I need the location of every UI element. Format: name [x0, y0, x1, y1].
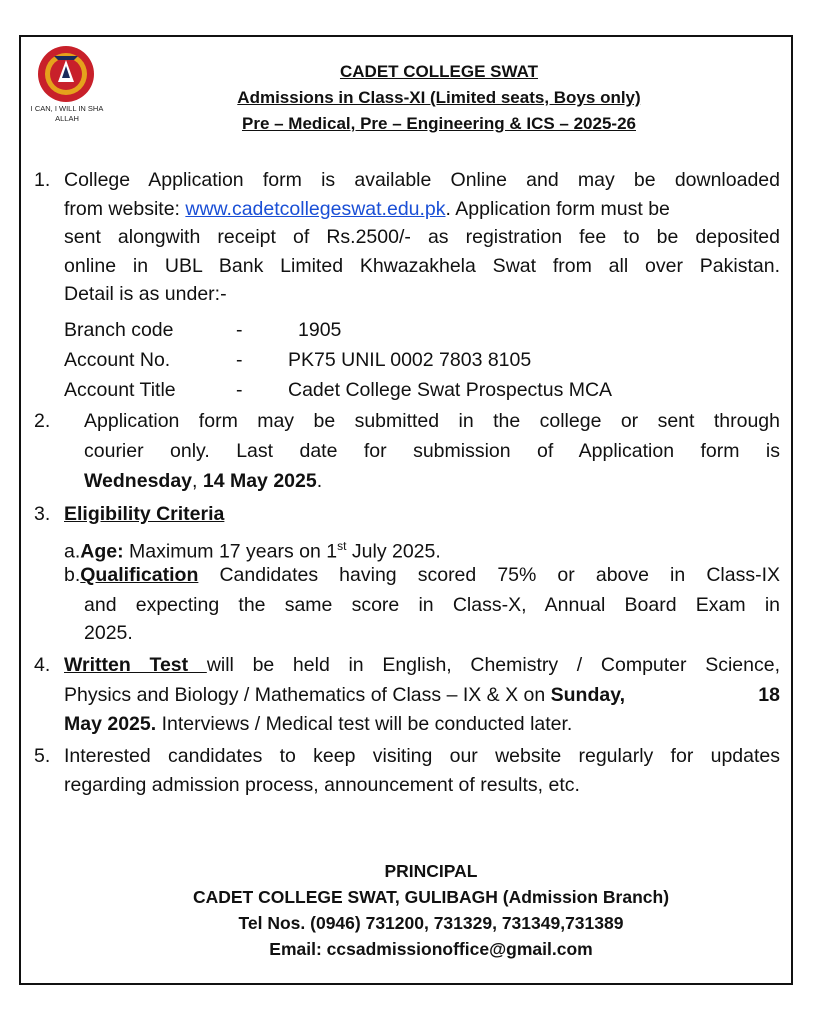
eligibility-qualification-line-1	[64, 561, 780, 590]
bank-label: Branch code	[64, 319, 174, 341]
bank-label: Account Title	[64, 379, 176, 401]
item-5-line-1: Interested candidates to keep visiting our website regularly for updates	[64, 745, 780, 767]
item-1-line-4: online in UBL Bank Limited Khwazakhela Swat from all over Pakistan.	[64, 254, 780, 277]
item-5-number: 5.	[34, 745, 51, 767]
bank-value: 1905	[298, 319, 342, 341]
bank-dash: -	[236, 349, 243, 371]
item-1-line-5: Detail is as under:-	[64, 283, 227, 305]
item-1-number: 1.	[34, 169, 51, 191]
item-1-text-cont: . Application form must be	[445, 197, 670, 220]
ordinal-suffix: st	[337, 539, 347, 553]
item-4-number: 4.	[34, 654, 51, 676]
principal-title: PRINCIPAL	[384, 861, 478, 881]
item-1-line-3: sent alongwith receipt of Rs.2500/- as registration fee to be deposited	[64, 226, 780, 248]
bank-row-account-title	[64, 376, 612, 405]
admission-subtitle: Admissions in Class-XI (Limited seats, Boys only)	[237, 88, 641, 107]
item-5-line-2: regarding admission process, announcement of results, etc.	[64, 774, 580, 796]
item-4-line-3	[64, 710, 572, 739]
test-date-day: 18	[758, 683, 780, 706]
eligibility-qualification-line-3: 2025.	[84, 622, 133, 644]
age-text-end: July 2025.	[346, 540, 441, 563]
college-address: CADET COLLEGE SWAT, GULIBAGH (Admission Branch)	[192, 887, 670, 907]
bank-dash: -	[236, 319, 243, 341]
bank-value: PK75 UNIL 0002 7803 8105	[288, 349, 532, 371]
bank-value: Cadet College Swat Prospectus MCA	[288, 379, 613, 401]
bank-row-account-no	[64, 346, 531, 375]
qualification-text: Candidates having scored 75% or above in Class-IX	[198, 564, 780, 586]
programs-line: Pre – Medical, Pre – Engineering & ICS – 2025-26	[241, 114, 636, 133]
item-4-line-1	[64, 651, 780, 680]
marker: a.	[64, 540, 81, 563]
item-2-number: 2.	[34, 410, 51, 432]
age-text: Maximum 17 years on 1	[123, 540, 338, 563]
bank-dash: -	[236, 379, 243, 401]
eligibility-title: Eligibility Criteria	[64, 503, 225, 525]
marker: b.	[64, 564, 81, 586]
age-label: Age:	[80, 540, 124, 563]
comma: ,	[192, 470, 203, 492]
page-title: CADET COLLEGE SWAT	[339, 62, 538, 81]
logo-motto: I CAN, I WILL IN SHA ALLAH	[30, 104, 104, 123]
test-day: Sunday,	[550, 683, 626, 706]
deadline-date: 14 May 2025	[202, 470, 317, 492]
deadline-day: Wednesday	[84, 470, 193, 492]
item-2-line-2: courier only. Last date for submission of Application form is	[84, 440, 780, 462]
item-2-line-3	[84, 467, 322, 496]
contact-email: Email: ccsadmissionoffice@gmail.com	[269, 939, 593, 959]
eligibility-heading	[64, 500, 224, 529]
item-1-text: from website:	[64, 197, 186, 220]
written-test-title: Written Test	[64, 654, 207, 676]
website-link[interactable]: www.cadetcollegeswat.edu.pk	[185, 197, 446, 220]
written-test-text: will be held in English, Chemistry / Computer Science,	[206, 654, 780, 676]
item-2-line-1: Application form may be submitted in the college or sent through	[84, 410, 780, 432]
telephone-numbers: Tel Nos. (0946) 731200, 731329, 731349,731389	[238, 913, 624, 933]
bank-row-branch	[64, 316, 341, 345]
written-test-text: Physics and Biology / Mathematics of Class – IX & X on	[64, 683, 551, 706]
item-3-number: 3.	[34, 503, 51, 525]
item-1-line-2	[64, 195, 780, 224]
item-1-line-1: College Application form is available Online and may be downloaded	[64, 169, 780, 191]
bank-label: Account No.	[64, 349, 171, 371]
period: .	[316, 470, 323, 492]
interview-note: Interviews / Medical test will be conducted later.	[156, 713, 573, 735]
test-date-month: May 2025.	[64, 713, 157, 735]
item-4-line-2	[64, 681, 780, 710]
eligibility-qualification-line-2: and expecting the same score in Class-X, Annual Board Exam in	[84, 593, 780, 616]
qualification-label: Qualification	[80, 564, 199, 586]
